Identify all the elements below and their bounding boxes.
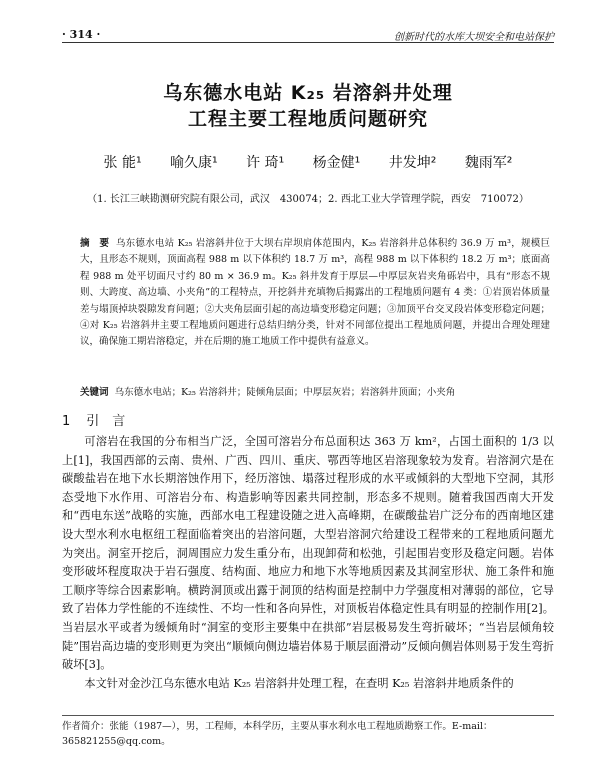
affiliation: （1. 长江三峡勘测研究院有限公司，武汉 430074；2. 西北工业大学管理学院，西安 710072） [87,194,529,205]
keywords-text: 乌东德水电站；K₂₅ 岩溶斜井；陡倾角层面；中厚层灰岩；岩溶斜井顶面；小夹角 [114,387,456,398]
keywords [80,384,550,398]
section-heading [62,410,141,429]
page-number: · 314 · [62,28,101,41]
journal-title: 创新时代的水库大坝安全和电站保护 [394,32,554,43]
paragraph: 本文针对金沙江乌东德水电站 K₂₅ 岩溶斜井处理工程，在查明 K₂₅ 岩溶斜井地质条件的 [84,676,514,690]
abstract [80,236,550,351]
section-title: 引 言 [86,414,126,429]
title-line-1: 乌东德水电站 K₂₅ 岩溶斜井处理 [163,82,453,104]
abstract-text: 乌东德水电站 K₂₅ 岩溶斜井位于大坝右岸坝肩体范围内，K₂₅ 岩溶斜井总体积约 36.9 万 m³，规模巨大，且形态不规则，顶面高程 988 m 以下体积约 18.7 万 m³，高程 988 m 以下体积约 18.2 万 m³；底面高程 988 m 处平切面尺寸约 80 m × 36.9 m。K₂₅ 斜井发育于厚层—中厚层灰岩夹角砾岩中，具有“形态不规则、大跨度、高边墙、小夹角”的工程特点，开挖斜井充填物后揭露出的工程地质问题有 4 类：①岩顶岩体质量差与塌顶掉块裂隙发育问题；②大夹角层面引起的高边墙变形稳定问题；③加顶平台交叉段岩体变形稳定问题；④对 K₂₅ 岩溶斜井主要工程地质问题进行总结归纳分类，针对不同部位提出工程地质问题，并提出合理处理建议，确保施工期岩溶稳定，并在后期的施工地质工作中提供有益意义。 [80,238,550,348]
abstract-label: 摘 要 [80,238,110,249]
author: 张 能¹ [103,155,142,171]
author: 杨金健¹ [312,155,361,171]
author: 魏雨军² [464,155,513,171]
title-line-2: 工程主要工程地质问题研究 [187,108,428,130]
author-list [62,152,554,172]
paragraph: 可溶岩在我国的分布相当广泛，全国可溶岩分布总面积达 363 万 km²，占国土面积的 1/3 以上[1]，我国西部的云南、贵州、广西、四川、重庆、鄂西等地区岩溶现象较为发育。岩溶洞穴是在碳酸盐岩在地下水长期溶蚀作用下，经历溶蚀、塌落过程形成的水平或倾斜的大型地下空洞，其形态受地下水作用、可溶岩分布、构造影响等因素共同控制，形态多不规则。随着我国西南大开发和“西电东送”战略的实施，西部水电工程建设随之进入高峰期，在碳酸盐岩广泛分布的西南地区建设大型水利水电枢纽工程面临着突出的岩溶问题，大型岩溶洞穴给建设工程带来的工程地质问题尤为突出。洞室开挖后，洞周围应力发生重分布，出现卸荷和松弛，引起围岩变形及稳定问题。岩体变形破坏程度取决于岩石强度、结构面、地应力和地下水等地质因素及其洞室形状、施工条件和施工顺序等综合因素影响。横跨洞顶或出露于洞顶的结构面是控制中力学强度相对薄弱的部位，它导致了岩体力学性能的不连续性、不均一性和各向异性，对顶板岩体稳定性具有明显的控制作用[2]。当岩层水平或者为缓倾角时“洞室的变形主要集中在拱部”岩层极易发生弯折破坏；“当岩层倾角较陡”围岩高边墙的变形则更为突出“顺倾向侧边墙岩体易于顺层面滑动”反倾向侧岩体则易于发生弯折破坏[3]。 [62,435,554,672]
author: 井发坤² [388,155,437,171]
author: 喻久康¹ [170,155,218,171]
author: 许 琦¹ [246,155,285,171]
section-number: 1 [62,414,71,429]
author-footnote: 作者简介：张能（1987—），男，工程师，本科学历，主要从事水利水电工程地质勘察工作。E-mail：365821255@qq.com。 [62,715,554,749]
running-header [62,28,554,43]
keywords-label: 关键词 [80,387,109,398]
body-text [62,433,554,693]
